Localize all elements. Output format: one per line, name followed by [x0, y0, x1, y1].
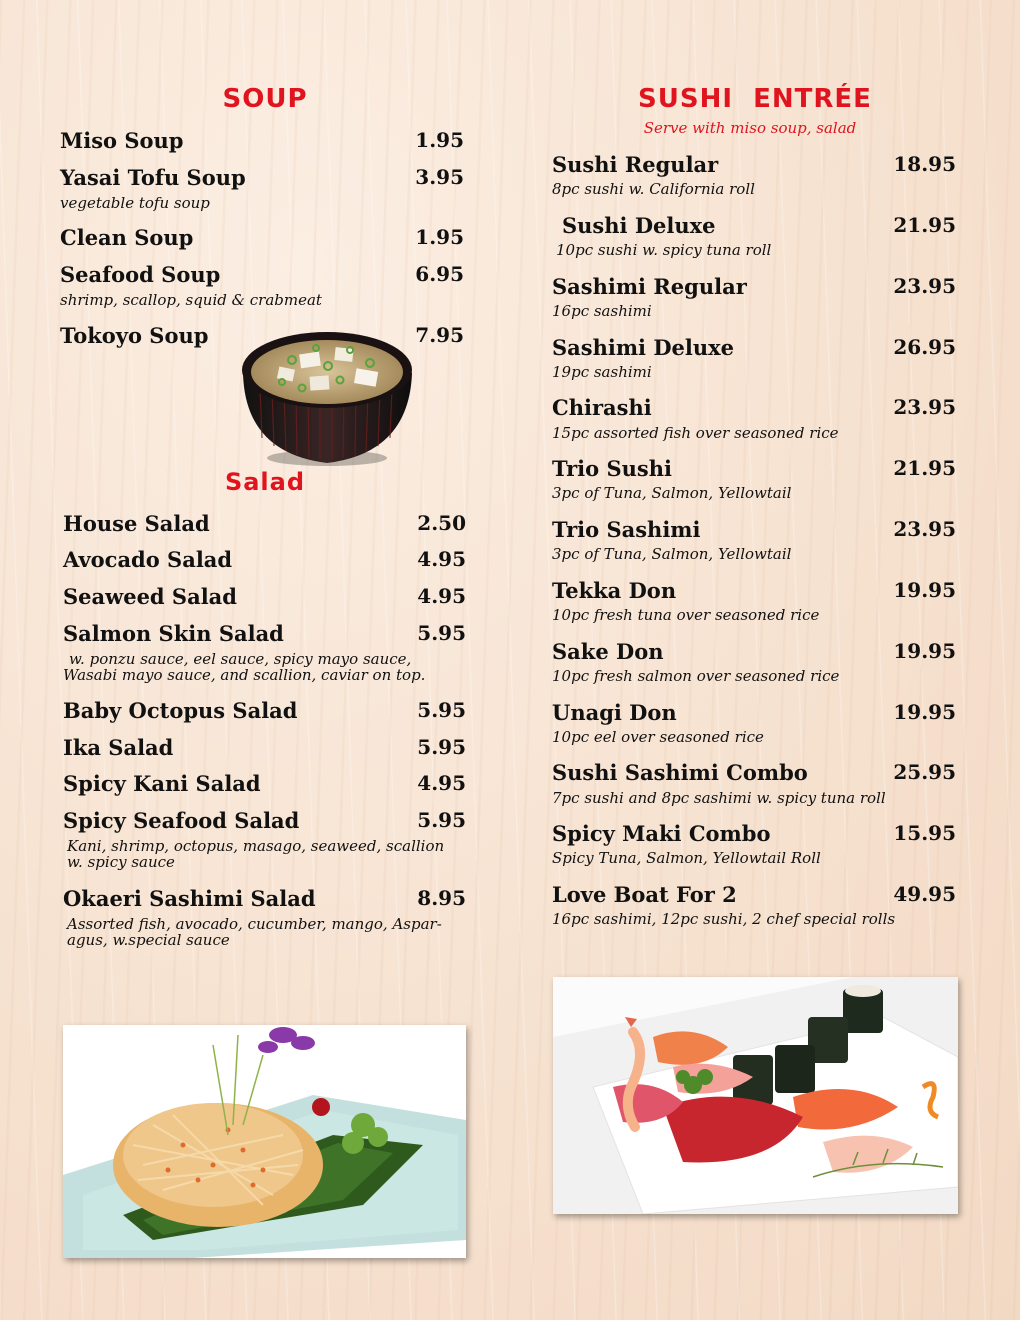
item-price: 25.95: [893, 760, 956, 784]
item-name: Sushi Regular: [552, 152, 719, 177]
item-price: 4.95: [417, 547, 466, 571]
item-price: 21.95: [893, 213, 956, 237]
item-name: Unagi Don: [552, 700, 677, 725]
item-name: Spicy Maki Combo: [552, 821, 771, 846]
item-price: 2.50: [417, 511, 466, 535]
item-description: 19pc sashimi: [552, 363, 652, 381]
item-price: 1.95: [415, 225, 464, 249]
item-price: 15.95: [893, 821, 956, 845]
item-price: 6.95: [415, 262, 464, 286]
item-price: 18.95: [893, 152, 956, 176]
item-name: Sake Don: [552, 639, 664, 664]
item-description: Kani, shrimp, octopus, masago, seaweed, scallion: [67, 837, 445, 855]
item-description: Spicy Tuna, Salmon, Yellowtail Roll: [552, 849, 821, 867]
item-price: 19.95: [893, 700, 956, 724]
item-description: 16pc sashimi, 12pc sushi, 2 chef special rolls: [552, 910, 896, 928]
sushi-sashimi-plate-image: [553, 977, 958, 1214]
item-price: 5.95: [417, 808, 466, 832]
item-description: 10pc fresh salmon over seasoned rice: [552, 667, 840, 685]
item-name: Avocado Salad: [63, 547, 233, 572]
item-name: Seafood Soup: [60, 262, 221, 287]
item-name: Yasai Tofu Soup: [60, 165, 246, 190]
item-price: 5.95: [417, 735, 466, 759]
item-price: 4.95: [417, 584, 466, 608]
miso-soup-bowl-image: [240, 318, 415, 468]
item-name: Ika Salad: [63, 735, 174, 760]
sushi-entree-subtitle: Serve with miso soup, salad: [643, 119, 857, 137]
item-description: agus, w.special sauce: [67, 931, 230, 949]
item-price: 5.95: [417, 698, 466, 722]
item-description: 7pc sushi and 8pc sashimi w. spicy tuna roll: [552, 789, 886, 807]
item-price: 5.95: [417, 621, 466, 645]
item-description: Wasabi mayo sauce, and scallion, caviar on top.: [63, 666, 426, 684]
item-name: Salmon Skin Salad: [63, 621, 284, 646]
item-description: 3pc of Tuna, Salmon, Yellowtail: [552, 484, 792, 502]
kani-salad-plate-image: [63, 1025, 466, 1258]
item-name: Tokoyo Soup: [60, 323, 209, 348]
item-description: 10pc sushi w. spicy tuna roll: [556, 241, 772, 259]
item-price: 26.95: [893, 335, 956, 359]
item-name: Sashimi Deluxe: [552, 335, 735, 360]
item-name: Seaweed Salad: [63, 584, 237, 609]
item-name: Sushi Sashimi Combo: [552, 760, 808, 785]
item-price: 4.95: [417, 771, 466, 795]
item-name: House Salad: [63, 511, 210, 536]
item-price: 23.95: [893, 517, 956, 541]
item-price: 1.95: [415, 128, 464, 152]
item-price: 21.95: [893, 456, 956, 480]
item-price: 7.95: [415, 323, 464, 347]
item-name: Baby Octopus Salad: [63, 698, 298, 723]
item-price: 8.95: [417, 886, 466, 910]
item-description: 10pc fresh tuna over seasoned rice: [552, 606, 820, 624]
sushi-entree-section: [552, 152, 956, 937]
item-price: 23.95: [893, 395, 956, 419]
soup-heading: SOUP: [222, 84, 308, 114]
item-name: Trio Sashimi: [552, 517, 701, 542]
salad-heading: Salad: [224, 468, 306, 496]
item-description: 3pc of Tuna, Salmon, Yellowtail: [552, 545, 792, 563]
item-name: Trio Sushi: [552, 456, 672, 481]
salad-section: [63, 511, 466, 956]
item-description: 16pc sashimi: [552, 302, 652, 320]
item-price: 3.95: [415, 165, 464, 189]
item-description: vegetable tofu soup: [60, 194, 210, 212]
sushi-entree-heading: SUSHI ENTRÉE: [638, 84, 872, 114]
item-description: 15pc assorted fish over seasoned rice: [552, 424, 839, 442]
item-name: Clean Soup: [60, 225, 194, 250]
item-price: 19.95: [893, 639, 956, 663]
item-description: Assorted fish, avocado, cucumber, mango, Aspar-: [67, 915, 442, 933]
item-price: 49.95: [893, 882, 956, 906]
item-name: Miso Soup: [60, 128, 184, 153]
item-description: shrimp, scallop, squid & crabmeat: [60, 291, 322, 309]
item-description: 10pc eel over seasoned rice: [552, 728, 764, 746]
item-name: Okaeri Sashimi Salad: [63, 886, 316, 911]
item-price: 23.95: [893, 274, 956, 298]
item-price: 19.95: [893, 578, 956, 602]
item-name: Spicy Kani Salad: [63, 771, 261, 796]
item-name: Chirashi: [552, 395, 652, 420]
item-name: Tekka Don: [552, 578, 677, 603]
item-name: Spicy Seafood Salad: [63, 808, 300, 833]
item-name: Sashimi Regular: [552, 274, 747, 299]
item-description: w. ponzu sauce, eel sauce, spicy mayo sauce,: [69, 650, 412, 668]
item-description: 8pc sushi w. California roll: [552, 180, 755, 198]
item-name: Love Boat For 2: [552, 882, 737, 907]
item-name: Sushi Deluxe: [562, 213, 716, 238]
item-description: w. spicy sauce: [67, 853, 175, 871]
